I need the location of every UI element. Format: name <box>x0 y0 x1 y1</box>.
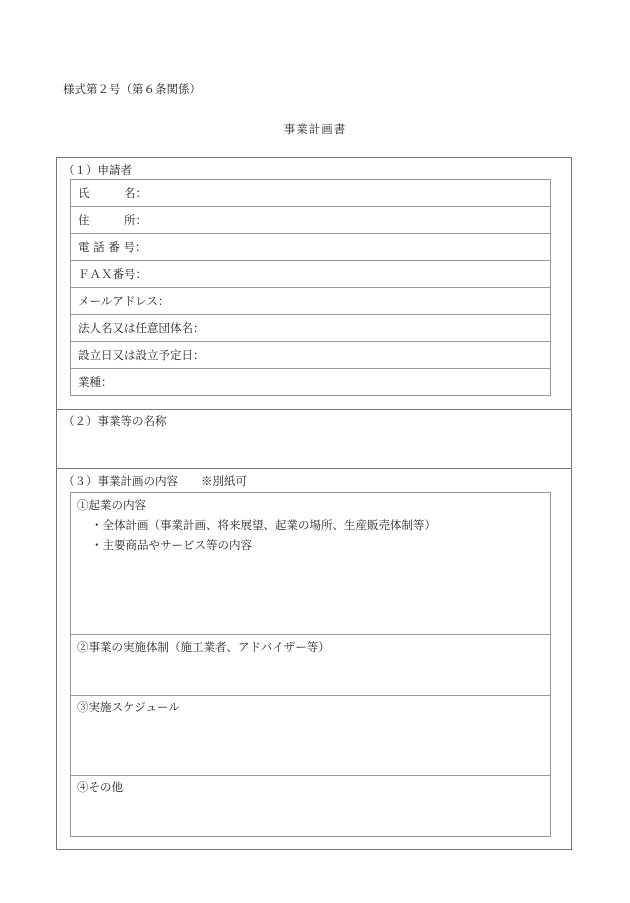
divider <box>70 206 551 207</box>
section-applicant-title: （１）申請者 <box>63 163 132 177</box>
field-email: メールアドレス： <box>78 294 170 308</box>
divider <box>70 368 551 369</box>
implementation-structure-heading: ②事業の実施体制（施工業者、アドバイザー等） <box>77 640 330 654</box>
section-divider <box>56 468 572 469</box>
field-fax: ＦＡＸ番号： <box>78 267 147 281</box>
section-divider <box>56 409 572 410</box>
field-organization-name: 法人名又は任意団体名： <box>78 321 205 335</box>
form-number-label: 様式第２号（第６条関係） <box>63 82 201 96</box>
divider <box>70 260 551 261</box>
divider <box>70 341 551 342</box>
schedule-heading: ③実施スケジュール <box>77 700 180 714</box>
divider <box>70 233 551 234</box>
section-plan-content-title: （３）事業計画の内容 ※別紙可 <box>63 474 247 488</box>
divider <box>70 634 551 635</box>
field-name: 氏 名： <box>78 186 147 200</box>
field-industry: 業種： <box>78 375 113 389</box>
divider <box>70 775 551 776</box>
divider <box>70 695 551 696</box>
field-establishment-date: 設立日又は設立予定日： <box>78 348 205 362</box>
startup-content-heading: ①起業の内容 <box>77 498 146 512</box>
section-business-name-title: （２）事業等の名称 <box>63 414 167 428</box>
divider <box>70 287 551 288</box>
document-title: 事業計画書 <box>283 122 347 136</box>
other-heading: ④その他 <box>77 780 123 794</box>
bullet-overall-plan: ・全体計画（事業計画、将来展望、起業の場所、生産販売体制等） <box>91 518 436 532</box>
bullet-main-products: ・主要商品やサービス等の内容 <box>91 538 252 552</box>
field-phone: 電 話 番 号： <box>78 240 147 254</box>
field-address: 住 所： <box>78 213 147 227</box>
divider <box>70 314 551 315</box>
